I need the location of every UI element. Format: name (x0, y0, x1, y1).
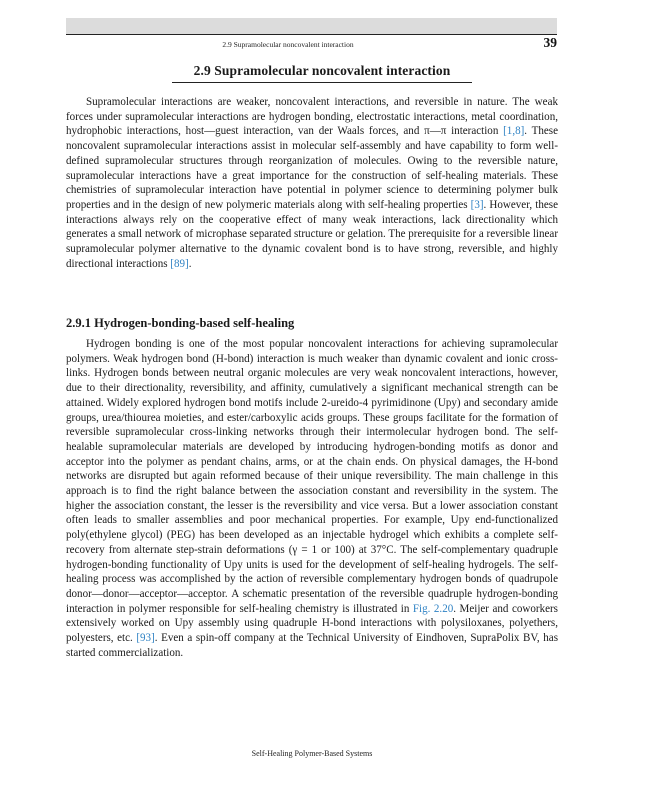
citation-link[interactable]: [3] (470, 198, 484, 211)
text-run: . (188, 257, 192, 270)
section-title-rule (172, 82, 472, 83)
figure-link[interactable]: Fig. 2.20 (412, 602, 454, 615)
page-number: 39 (543, 35, 557, 50)
text-run: . However, these interactions always rely on the cooperative effect of many weak interactions, lack directionality which generates a small network of microphase separated structure or gelation. The prerequisite for a reversible linear supramolecular polymer alternative to the dynamic covalent bond is to have strong, reversible, and highly directional interactions (66, 198, 558, 270)
section-title: 2.9 Supramolecular noncovalent interaction (193, 63, 451, 78)
running-head: 2.9 Supramolecular noncovalent interaction (222, 40, 354, 49)
header-band (66, 18, 557, 34)
header-rule (66, 34, 557, 35)
subsection-title: 2.9.1 Hydrogen-bonding-based self-healing (66, 316, 295, 330)
citation-link[interactable]: [1,8] (503, 125, 525, 138)
citation-link[interactable]: [93] (136, 632, 155, 645)
text-run: . Meijer and coworkers extensively worked on Upy assembly using quadruple H-bond interactions with polysiloxanes, polyethers, polyesters, etc. (66, 602, 558, 645)
paragraph-hydrogen-bonding (66, 337, 558, 660)
paragraph-intro (66, 95, 558, 271)
text-run: . These noncovalent supramolecular interactions assist in molecular self-assembly and have capability to form well-defined supramolecular structures through reorganization of molecules. Owing to the reversible nature, supramolecular interactions have a great importance for the construction of self-healing materials. These chemistries of supramolecular interaction have potential in polymer science to determining polymer bulk properties and in the design of new polymeric materials along with self-healing properties (66, 125, 559, 211)
text-run: . Even a spin-off company at the Technical University of Eindhoven, SupraPolix BV, has started commercialization. (66, 632, 558, 659)
citation-link[interactable]: [89] (170, 257, 189, 270)
text-run: Hydrogen bonding is one of the most popular noncovalent interactions for achieving supramolecular polymers. Weak hydrogen bond (H-bond) interaction is much weaker than dynamic covalent and ionic cross-links. Hydrogen bonds between neutral organic molecules are very weak noncovalent interactions, however, due to their directionality, reversibility, and affinity, cumulatively a significant mechanical strength can be attained. Widely explored hydrogen bond motifs include 2-ureido-4 pyrimidinone (Upy) and secondary amide groups, urea/thiourea moieties, and ester/carboxylic acids groups. These groups facilitate for the formation of reversible supramolecular cross-linking networks through their intermolecular hydrogen bond. The self-healable supramolecular materials are developed by introducing hydrogen-bonding motifs as donor and acceptor into the polymer as pendant chains, arms, or at the chain ends. On physical damages, the H-bond networks are disrupted but again reformed because of their unique reversibility. The main challenge in this approach is to find the right balance between the association constant and reversibility in the system. The higher the association constant, the lesser is the reversibility and vice versa. But a lower association constant often leads to smaller assemblies and poor mechanical properties. For example, Upy end-functionalized poly(ethylene glycol) (PEG) has been developed as an injectable hydrogel which exhibits a complete self-recovery from alternate step-strain deformations (γ = 1 or 100) at 37°C. The self-complementary quadruple hydrogen-bonding functionality of Upy units is used for the development of self-healing hydrogels. The self-healing process was accomplished by the action of reversible complementary hydrogen bonds of quadrupole donor—donor—acceptor—acceptor. A schematic presentation of the reversible quadruple hydrogen-bonding interaction in polymer responsible for self-healing chemistry is illustrated in (66, 338, 558, 615)
text-run: Supramolecular interactions are weaker, noncovalent interactions, and reversible in nature. The weak forces under supramolecular interactions are hydrogen bonding, electrostatic interactions, metal coordination, hydrophobic interactions, host—guest interaction, van der Waals forces, and π—π interaction (66, 96, 558, 138)
footer-book-title: Self-Healing Polymer-Based Systems (251, 749, 373, 758)
